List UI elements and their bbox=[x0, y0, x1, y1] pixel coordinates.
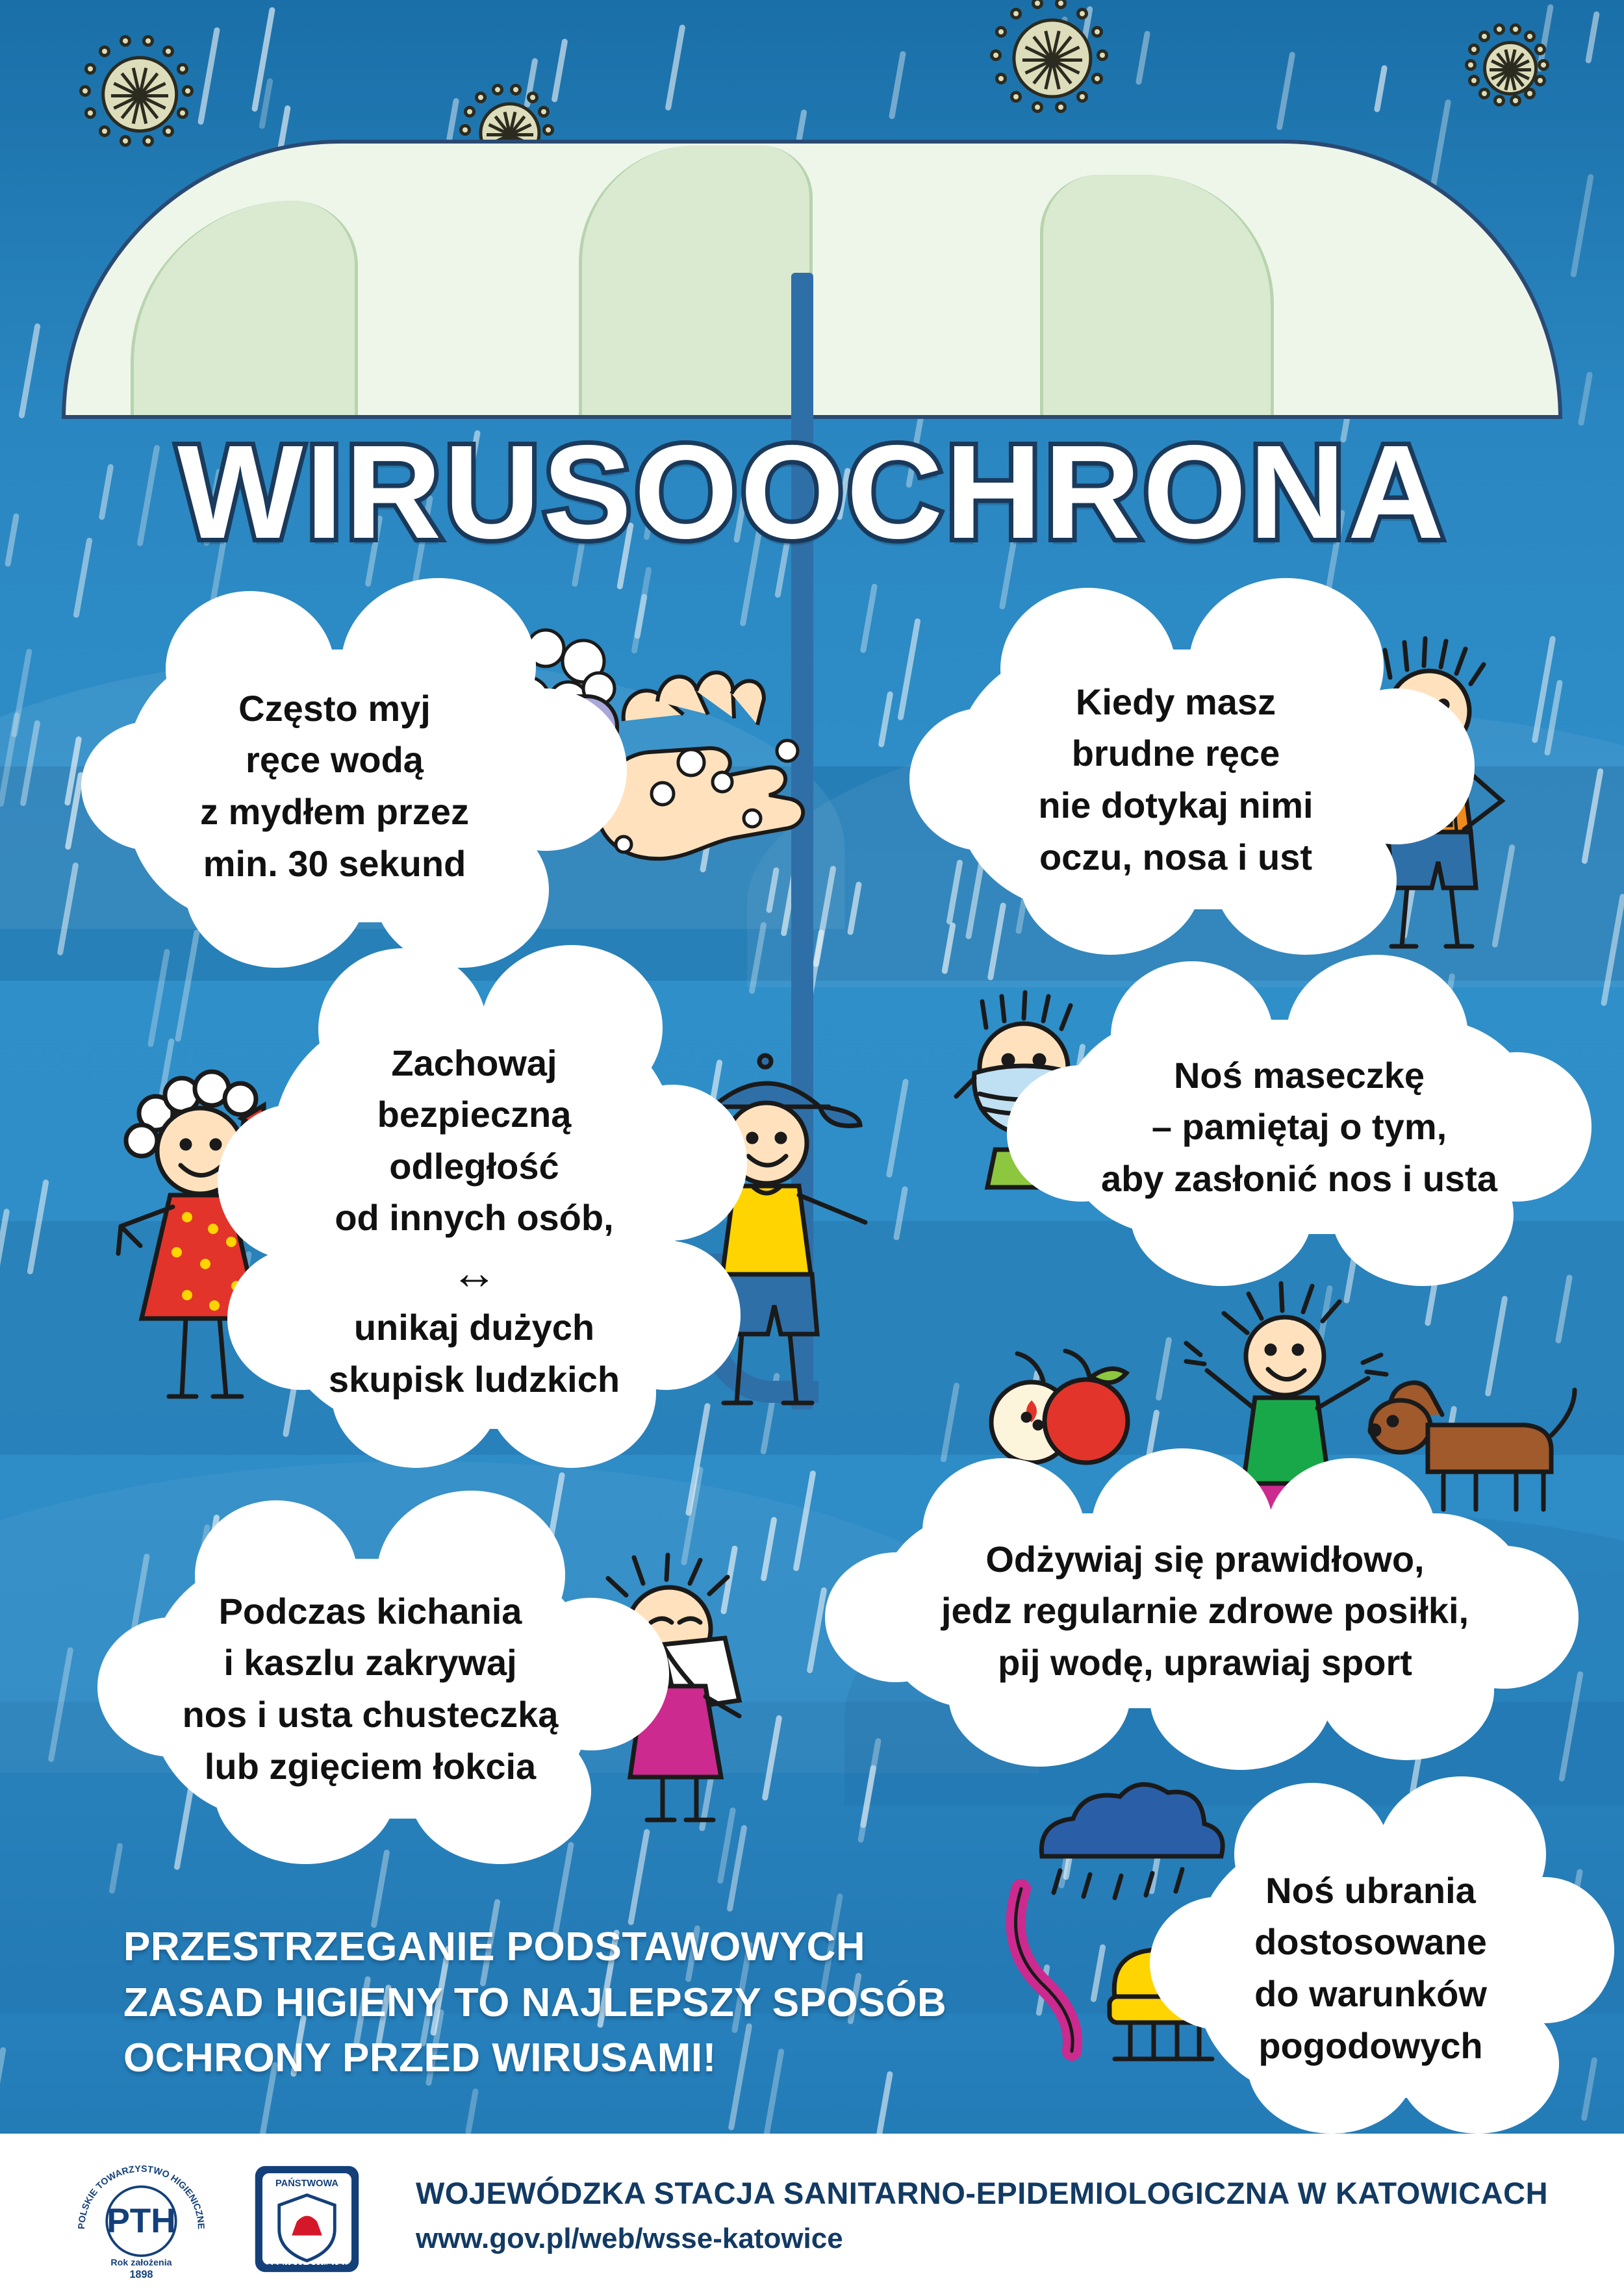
rain-drop-icon bbox=[1585, 11, 1600, 64]
virus-knob bbox=[99, 125, 110, 137]
virus-knob bbox=[995, 73, 1007, 84]
tip-line: Noś ubrania bbox=[1265, 1869, 1476, 1911]
rain-drop-icon bbox=[1276, 51, 1295, 131]
virus-knob bbox=[464, 106, 476, 118]
virus-knob bbox=[84, 63, 96, 75]
virus-knob bbox=[527, 92, 539, 103]
virus-icon bbox=[1462, 19, 1559, 117]
logo-state-sanitary-inspection bbox=[250, 2161, 364, 2278]
virus-knob bbox=[995, 26, 1007, 38]
umbrella-panel bbox=[131, 201, 358, 415]
slogan-line: ZASAD HIGIENY TO NAJLEPSZY SPOSÓB bbox=[123, 1980, 947, 2025]
virus-icon bbox=[981, 0, 1124, 130]
rain-drop-icon bbox=[465, 2088, 479, 2135]
virus-knob bbox=[1032, 101, 1043, 113]
virus-knob bbox=[120, 35, 131, 47]
rain-drop-icon bbox=[860, 583, 878, 653]
tip-bubble-cover-sneeze bbox=[149, 1559, 591, 1819]
tip-line: i kaszlu zakrywaj bbox=[223, 1642, 517, 1684]
umbrella-panel bbox=[1040, 175, 1274, 415]
tip-bubble-healthy-diet bbox=[877, 1513, 1533, 1708]
tip-line: Często myj bbox=[238, 687, 431, 729]
tip-line: Kiedy masz bbox=[1075, 681, 1276, 722]
virus-knob bbox=[162, 125, 174, 137]
virus-knob bbox=[1468, 44, 1480, 55]
virus-knob bbox=[1534, 44, 1546, 55]
virus-knob bbox=[1465, 59, 1477, 71]
slogan-line: OCHRONY PRZED WIRUSAMI! bbox=[123, 2036, 717, 2081]
virus-knob bbox=[1510, 95, 1521, 107]
logo-pis-top-text: PAŃSTWOWA bbox=[275, 2178, 338, 2189]
virus-knob bbox=[1510, 23, 1521, 35]
tip-line: Odżywiaj się prawidłowo, bbox=[985, 1538, 1425, 1580]
rain-drop-icon bbox=[0, 2047, 6, 2136]
virus-knob bbox=[99, 45, 110, 57]
tip-line: aby zasłonić nos i usta bbox=[1101, 1157, 1497, 1199]
tip-line: Zachowaj bbox=[391, 1042, 557, 1083]
logo-polish-hygienic-society bbox=[71, 2157, 211, 2280]
logo-pis-bottom-text: INSPEKCJA SANITARNA bbox=[259, 2262, 355, 2272]
tip-line: pij wodę, uprawiaj sport bbox=[998, 1641, 1412, 1683]
virus-knob bbox=[1493, 23, 1505, 35]
virus-knob bbox=[1032, 0, 1043, 9]
virus-knob bbox=[1055, 101, 1067, 113]
tip-line: min. 30 sekund bbox=[203, 842, 466, 884]
tip-line: dostosowane bbox=[1254, 1921, 1487, 1963]
rain-drop-icon bbox=[1570, 173, 1594, 277]
virus-knob bbox=[182, 85, 194, 97]
virus-knob bbox=[1468, 75, 1480, 86]
tip-line: unikaj dużych bbox=[353, 1307, 595, 1348]
rain-drop-icon bbox=[889, 51, 906, 120]
virus-knob bbox=[1534, 75, 1546, 86]
rain-drop-icon bbox=[18, 323, 41, 418]
rain-drop-icon bbox=[665, 24, 685, 111]
virus-knob bbox=[475, 92, 487, 103]
tip-line: pogodowych bbox=[1258, 2025, 1483, 2066]
tip-line: ręce wodą bbox=[246, 739, 424, 781]
virus-knob bbox=[84, 107, 96, 119]
tip-bubble-wash-hands bbox=[127, 650, 542, 922]
virus-knob bbox=[1538, 59, 1549, 71]
tip-line: z mydłem przez bbox=[200, 791, 469, 832]
tip-bubble-dont-touch-face bbox=[955, 650, 1397, 909]
tip-bubble-wear-mask bbox=[1059, 1020, 1540, 1234]
logo-pth-founded-year: 1898 bbox=[129, 2269, 153, 2280]
virus-knob bbox=[1478, 31, 1490, 42]
tip-line: Noś maseczkę bbox=[1173, 1054, 1425, 1096]
virus-knob bbox=[1091, 26, 1103, 38]
slogan-line: PRZESTRZEGANIE PODSTAWOWYCH bbox=[123, 1924, 866, 1969]
tip-line: nie dotykaj nimi bbox=[1038, 785, 1313, 826]
tip-line: bezpieczną bbox=[377, 1094, 572, 1135]
tip-bubble-dress-for-weather bbox=[1195, 1838, 1546, 2098]
tip-line: skupisk ludzkich bbox=[328, 1358, 620, 1400]
virus-knob bbox=[459, 124, 471, 136]
virus-knob bbox=[1524, 88, 1536, 99]
virus-knob bbox=[1076, 91, 1088, 103]
rain-drop-icon bbox=[897, 618, 920, 720]
rain-drop-icon bbox=[251, 6, 275, 112]
logo-pth-top-text: POLSKIE TOWARZYSTWO HIGIENICZNE bbox=[76, 2164, 207, 2230]
rain-drop-icon bbox=[1136, 31, 1150, 85]
virus-knob bbox=[1493, 95, 1505, 107]
tip-line: brudne ręce bbox=[1071, 733, 1280, 774]
rain-drop-icon bbox=[878, 691, 894, 748]
tip-line: od innych osób, bbox=[335, 1197, 614, 1239]
virus-knob bbox=[1524, 31, 1536, 42]
footer bbox=[0, 2134, 1624, 2296]
virus-knob bbox=[177, 63, 188, 75]
footer-website[interactable]: www.gov.pl/web/wsse-katowice bbox=[416, 2223, 843, 2254]
rain-drop-icon bbox=[1374, 65, 1388, 112]
distance-arrow-icon: ↔ bbox=[450, 1246, 498, 1299]
umbrella-panel bbox=[579, 145, 813, 415]
tip-line: lub zgięciem łokcia bbox=[204, 1745, 537, 1787]
virus-knob bbox=[538, 106, 550, 118]
virus-knob bbox=[1091, 73, 1103, 84]
virus-knob bbox=[1055, 0, 1067, 9]
tip-line: nos i usta chusteczką bbox=[182, 1694, 559, 1735]
virus-knob bbox=[162, 45, 174, 57]
tip-line: jedz regularnie zdrowe posiłki, bbox=[941, 1590, 1469, 1632]
virus-knob bbox=[990, 49, 1002, 61]
virus-knob bbox=[177, 107, 188, 119]
virus-knob bbox=[542, 124, 554, 136]
tip-line: oczu, nosa i ust bbox=[1039, 836, 1313, 877]
virus-knob bbox=[492, 84, 503, 95]
virus-knob bbox=[142, 35, 154, 47]
logo-pth-monogram: PTH bbox=[107, 2201, 176, 2240]
tip-line: odległość bbox=[389, 1145, 559, 1187]
footer-org-name: WOJEWÓDZKA STACJA SANITARNO-EPIDEMIOLOGICZNA W KATOWICACH bbox=[416, 2176, 1549, 2210]
virus-knob bbox=[79, 85, 91, 97]
tip-line: do warunków bbox=[1254, 1973, 1487, 2014]
virus-knob bbox=[1097, 49, 1108, 61]
virus-knob bbox=[1010, 91, 1022, 103]
slogan bbox=[123, 1919, 987, 2086]
rain-drop-icon bbox=[1580, 2057, 1597, 2121]
virus-knob bbox=[1076, 8, 1088, 19]
page-title: WIRUSOOCHRONA bbox=[177, 418, 1447, 566]
virus-knob bbox=[510, 84, 522, 95]
tip-bubble-keep-distance bbox=[273, 1013, 676, 1429]
tip-line: – pamiętaj o tym, bbox=[1151, 1106, 1447, 1148]
virus-knob bbox=[1478, 88, 1490, 99]
tip-line: Podczas kichania bbox=[218, 1590, 522, 1632]
virus-knob bbox=[1010, 8, 1022, 19]
logo-pth-founded-label: Rok założenia bbox=[110, 2258, 172, 2269]
